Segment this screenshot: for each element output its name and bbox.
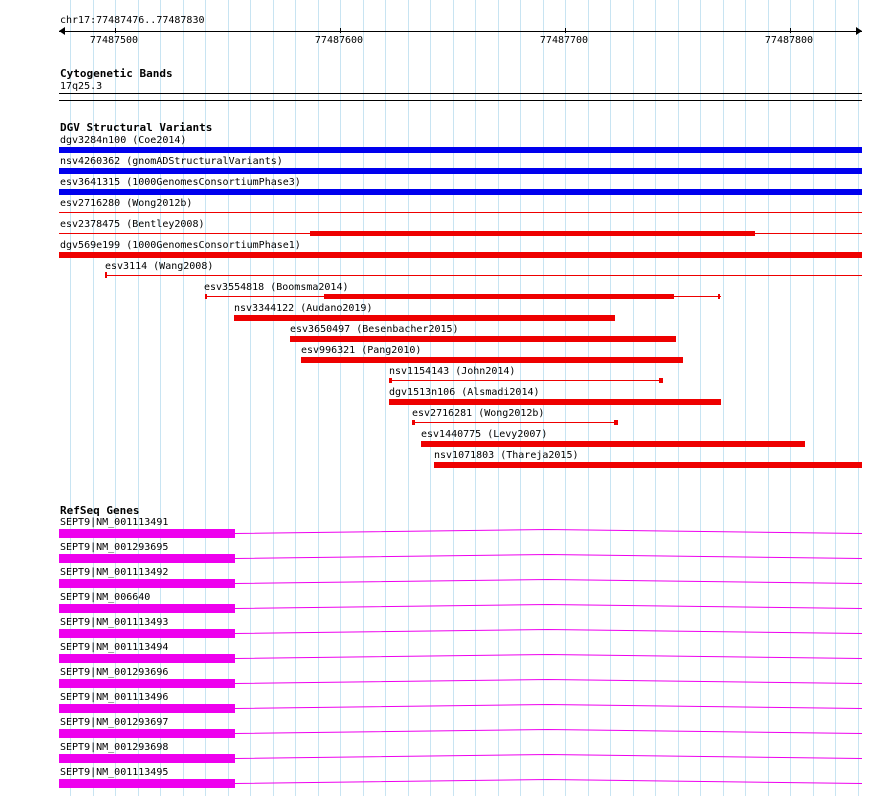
grid-line: [835, 0, 836, 796]
dgv-feature-bar[interactable]: [234, 315, 615, 321]
refseq-intron[interactable]: [235, 654, 862, 662]
grid-line: [295, 0, 296, 796]
dgv-feature-end-tick[interactable]: [389, 378, 392, 383]
refseq-exon[interactable]: [59, 579, 235, 588]
refseq-intron[interactable]: [235, 679, 862, 687]
dgv-feature-label[interactable]: esv3650497 (Besenbacher2015): [290, 324, 459, 335]
dgv-feature-label[interactable]: nsv4260362 (gnomADStructuralVariants): [60, 156, 283, 167]
grid-line: [745, 0, 746, 796]
refseq-exon[interactable]: [59, 679, 235, 688]
dgv-feature-line[interactable]: [389, 380, 663, 381]
dgv-feature-label[interactable]: esv2716280 (Wong2012b): [60, 198, 193, 209]
dgv-feature-bar[interactable]: [59, 252, 862, 258]
intron-line: [235, 655, 862, 659]
dgv-feature-label[interactable]: esv1440775 (Levy2007): [421, 429, 548, 440]
refseq-intron[interactable]: [235, 629, 862, 637]
dgv-feature-bar[interactable]: [324, 294, 674, 299]
grid-line: [250, 0, 251, 796]
ruler-tick-label: 77487700: [539, 35, 589, 46]
refseq-intron[interactable]: [235, 529, 862, 537]
refseq-gene-label[interactable]: SEPT9|NM_001293697: [60, 717, 169, 728]
cytoband-feature[interactable]: [59, 93, 862, 94]
refseq-exon[interactable]: [59, 529, 235, 538]
dgv-feature-label[interactable]: dgv569e199 (1000GenomesConsortiumPhase1): [60, 240, 301, 251]
intron-line: [235, 730, 862, 734]
intron-line: [235, 530, 862, 534]
scroll-right-arrow-icon[interactable]: [856, 27, 862, 35]
refseq-intron[interactable]: [235, 704, 862, 712]
refseq-exon[interactable]: [59, 754, 235, 763]
dgv-feature-line[interactable]: [59, 212, 862, 213]
intron-line: [235, 580, 862, 584]
grid-line: [475, 0, 476, 796]
grid-line: [790, 0, 791, 796]
dgv-feature-end-tick[interactable]: [614, 420, 618, 425]
dgv-feature-label[interactable]: esv2716281 (Wong2012b): [412, 408, 545, 419]
grid-line: [273, 0, 274, 796]
grid-line: [453, 0, 454, 796]
dgv-feature-end-tick[interactable]: [718, 294, 720, 299]
intron-line: [235, 705, 862, 709]
dgv-feature-label[interactable]: nsv1154143 (John2014): [389, 366, 516, 377]
refseq-gene-label[interactable]: SEPT9|NM_001293695: [60, 542, 169, 553]
refseq-track-title[interactable]: RefSeq Genes: [60, 504, 140, 517]
refseq-exon[interactable]: [59, 654, 235, 663]
ruler-tick: [790, 28, 791, 33]
dgv-feature-bar[interactable]: [59, 147, 862, 153]
refseq-exon[interactable]: [59, 779, 235, 788]
grid-line: [858, 0, 859, 796]
track-divider: [59, 100, 862, 101]
grid-line: [633, 0, 634, 796]
dgv-feature-end-tick[interactable]: [412, 420, 415, 425]
refseq-gene-label[interactable]: SEPT9|NM_001113495: [60, 767, 169, 778]
intron-line: [235, 680, 862, 684]
intron-line: [235, 755, 862, 759]
grid-line: [565, 0, 566, 796]
cytoband-track-title[interactable]: Cytogenetic Bands: [60, 67, 173, 80]
grid-line: [318, 0, 319, 796]
grid-line: [655, 0, 656, 796]
refseq-gene-label[interactable]: SEPT9|NM_001293698: [60, 742, 169, 753]
dgv-track-title[interactable]: DGV Structural Variants: [60, 121, 213, 134]
refseq-intron[interactable]: [235, 554, 862, 562]
grid-line: [340, 0, 341, 796]
grid-line: [700, 0, 701, 796]
refseq-intron[interactable]: [235, 579, 862, 587]
grid-line: [430, 0, 431, 796]
grid-line: [723, 0, 724, 796]
refseq-intron[interactable]: [235, 604, 862, 612]
scroll-left-arrow-icon[interactable]: [59, 27, 65, 35]
dgv-feature-end-tick[interactable]: [205, 294, 207, 299]
dgv-feature-label[interactable]: esv2378475 (Bentley2008): [60, 219, 205, 230]
dgv-feature-label[interactable]: esv3114 (Wang2008): [105, 261, 214, 272]
grid-line: [205, 0, 206, 796]
refseq-gene-label[interactable]: SEPT9|NM_006640: [60, 592, 151, 603]
grid-line: [543, 0, 544, 796]
grid-line: [498, 0, 499, 796]
refseq-exon[interactable]: [59, 704, 235, 713]
grid-line: [183, 0, 184, 796]
dgv-feature-end-tick[interactable]: [659, 378, 663, 383]
grid-line: [678, 0, 679, 796]
refseq-gene-label[interactable]: SEPT9|NM_001113492: [60, 567, 169, 578]
ruler-axis: [59, 31, 862, 32]
refseq-intron[interactable]: [235, 754, 862, 762]
grid-line: [408, 0, 409, 796]
coordinate-label: chr17:77487476..77487830: [60, 15, 205, 26]
dgv-feature-label[interactable]: esv3641315 (1000GenomesConsortiumPhase3): [60, 177, 301, 188]
refseq-intron[interactable]: [235, 779, 862, 787]
refseq-exon[interactable]: [59, 629, 235, 638]
grid-line: [363, 0, 364, 796]
dgv-feature-bar[interactable]: [434, 462, 862, 468]
ruler-tick-label: 77487500: [89, 35, 139, 46]
ruler-tick: [565, 28, 566, 33]
cytoband-label[interactable]: 17q25.3: [60, 81, 103, 92]
refseq-gene-label[interactable]: SEPT9|NM_001293696: [60, 667, 169, 678]
refseq-gene-label[interactable]: SEPT9|NM_001113493: [60, 617, 169, 628]
grid-line: [813, 0, 814, 796]
dgv-feature-label[interactable]: nsv3344122 (Audano2019): [234, 303, 373, 314]
intron-line: [235, 555, 862, 559]
grid-line: [228, 0, 229, 796]
refseq-exon[interactable]: [59, 729, 235, 738]
dgv-feature-label[interactable]: esv3554818 (Boomsma2014): [204, 282, 349, 293]
ruler-tick: [115, 28, 116, 33]
refseq-exon[interactable]: [59, 604, 235, 613]
refseq-gene-label[interactable]: SEPT9|NM_001113494: [60, 642, 169, 653]
refseq-gene-label[interactable]: SEPT9|NM_001113491: [60, 517, 169, 528]
dgv-feature-label[interactable]: dgv3284n100 (Coe2014): [60, 135, 187, 146]
dgv-feature-label[interactable]: dgv1513n106 (Alsmadi2014): [389, 387, 540, 398]
dgv-feature-bar[interactable]: [301, 357, 683, 363]
grid-line: [588, 0, 589, 796]
dgv-feature-line[interactable]: [412, 422, 618, 423]
dgv-feature-bar[interactable]: [59, 189, 862, 195]
dgv-feature-bar[interactable]: [421, 441, 805, 447]
intron-line: [235, 780, 862, 784]
dgv-feature-end-tick[interactable]: [105, 272, 107, 278]
intron-line: [235, 605, 862, 609]
grid-line: [385, 0, 386, 796]
intron-line: [235, 630, 862, 634]
refseq-gene-label[interactable]: SEPT9|NM_001113496: [60, 692, 169, 703]
refseq-intron[interactable]: [235, 729, 862, 737]
dgv-feature-bar[interactable]: [290, 336, 676, 342]
dgv-feature-bar[interactable]: [310, 231, 755, 236]
ruler-tick-label: 77487800: [764, 35, 814, 46]
ruler-tick: [340, 28, 341, 33]
dgv-feature-label[interactable]: nsv1071803 (Thareja2015): [434, 450, 579, 461]
grid-line: [520, 0, 521, 796]
dgv-feature-line[interactable]: [105, 275, 862, 276]
grid-line: [768, 0, 769, 796]
refseq-exon[interactable]: [59, 554, 235, 563]
grid-line: [610, 0, 611, 796]
dgv-feature-bar[interactable]: [389, 399, 721, 405]
dgv-feature-bar[interactable]: [59, 168, 862, 174]
ruler-tick-label: 77487600: [314, 35, 364, 46]
dgv-feature-label[interactable]: esv996321 (Pang2010): [301, 345, 422, 356]
